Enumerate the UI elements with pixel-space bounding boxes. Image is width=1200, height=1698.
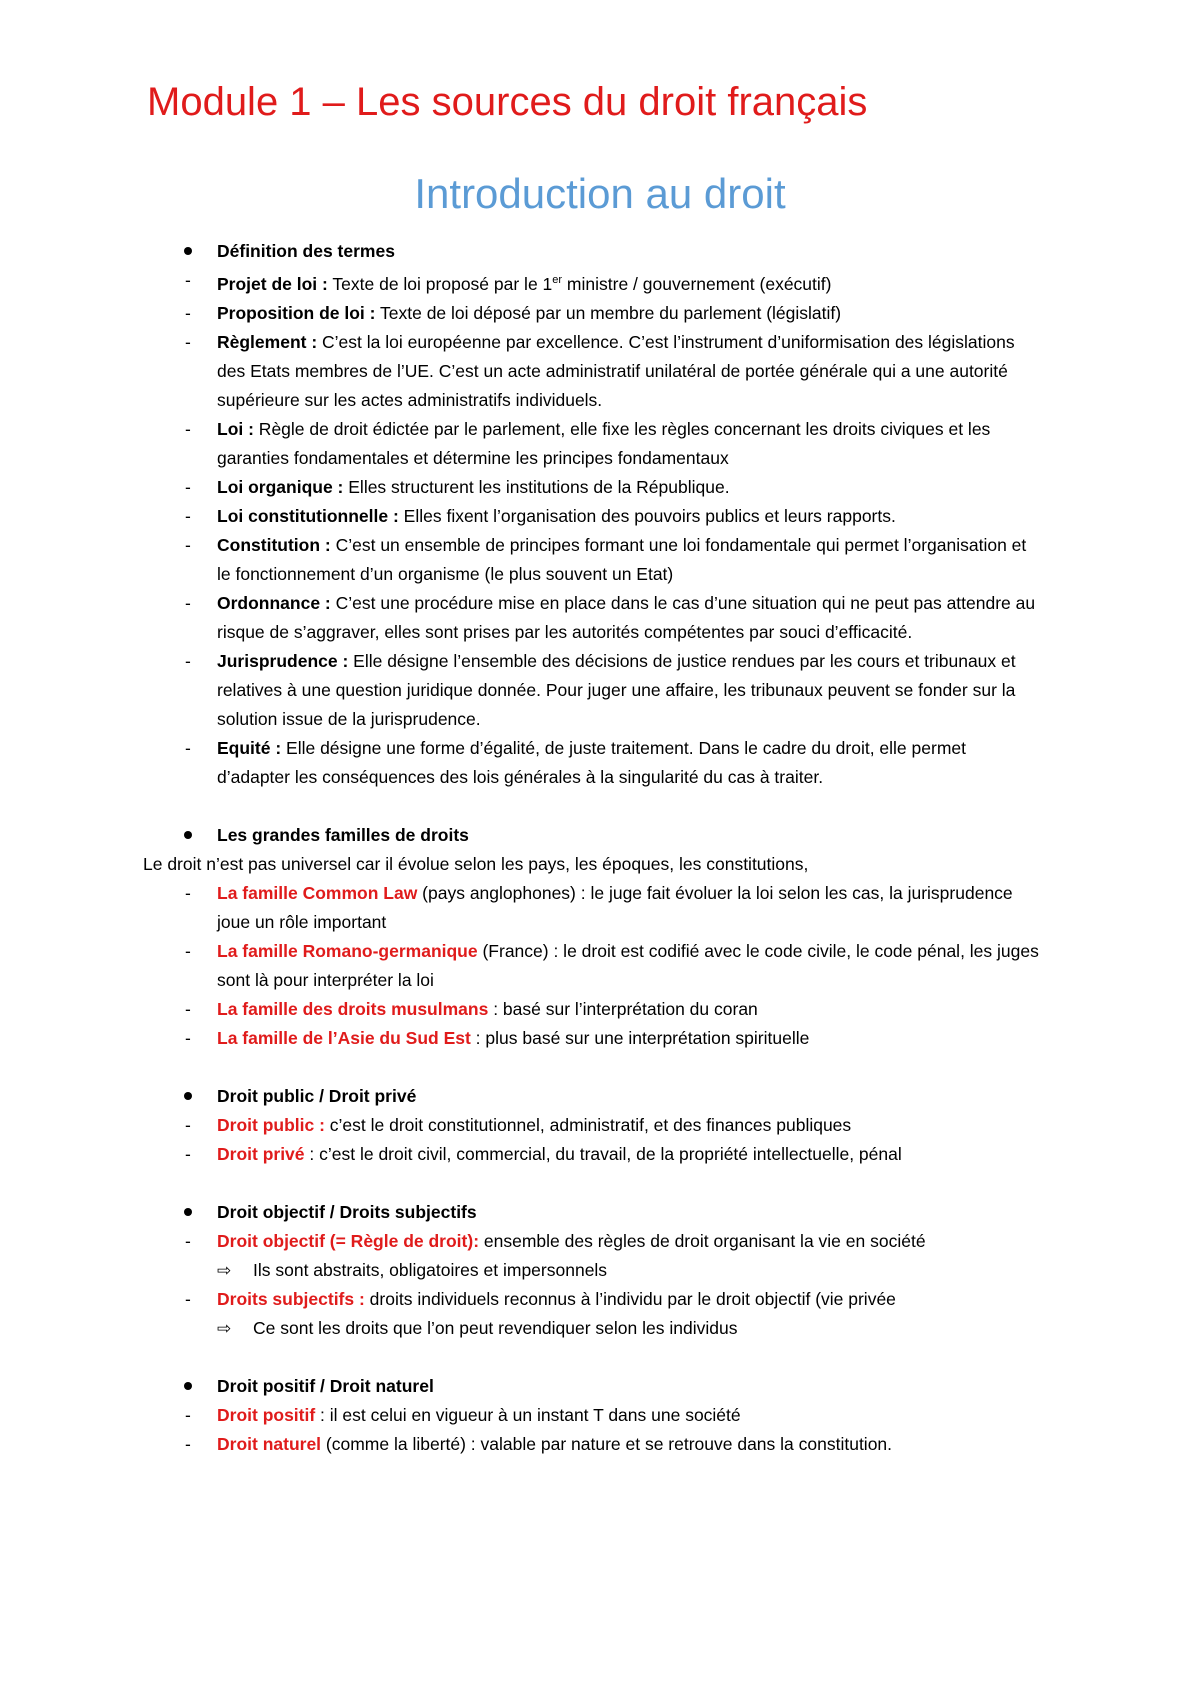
term-text: : basé sur l’interprétation du coran xyxy=(488,998,758,1019)
term-text: ministre / gouvernement (exécutif) xyxy=(562,273,832,294)
dash-marker: - xyxy=(185,1027,191,1048)
term-text: Règle de droit édictée par le parlement, elle fixe les règles concernant les droits civiques et les garanties fondamentales et détermine les principes fondamentaux xyxy=(217,418,991,468)
section-gap xyxy=(0,792,1200,821)
list-item xyxy=(0,995,1200,1024)
term-label: La famille de l’Asie du Sud Est xyxy=(217,1027,471,1048)
list-item xyxy=(0,589,1200,647)
section-gap xyxy=(0,1169,1200,1198)
list-item xyxy=(0,1285,1200,1314)
term-label: Droits subjectifs : xyxy=(217,1288,365,1309)
term-text: Texte de loi déposé par un membre du parlement (législatif) xyxy=(375,302,842,323)
term-text: Elle désigne une forme d’égalité, de juste traitement. Dans le cadre du droit, elle permet d’adapter les conséquences des lois générales à la singularité du cas à traiter. xyxy=(217,737,966,787)
bullet-dot-icon xyxy=(184,1382,192,1390)
term-text: C’est une procédure mise en place dans le cas d’une situation qui ne peut pas attendre au risque de s’aggraver, elles sont prises par les autorités compétentes par souci d’efficacité. xyxy=(217,592,1036,642)
list-item xyxy=(0,1227,1200,1256)
list-item xyxy=(0,647,1200,734)
dash-marker: - xyxy=(185,534,191,555)
dash-marker: - xyxy=(185,592,191,613)
dash-marker: - xyxy=(185,1288,191,1309)
term-label: Jurisprudence : xyxy=(217,650,349,671)
term-label: Règlement : xyxy=(217,331,318,352)
term-text: (France) : le droit est codifié avec le code civile, le code pénal, les juges sont là pour interpréter la loi xyxy=(217,940,1039,990)
section-gap xyxy=(0,1053,1200,1082)
term-label: La famille Common Law xyxy=(217,882,418,903)
public-prive-section xyxy=(0,1082,1200,1169)
list-item xyxy=(0,473,1200,502)
dash-marker: - xyxy=(185,650,191,671)
term-text: (pays anglophones) : le juge fait évoluer la loi selon les cas, la jurisprudence joue un rôle important xyxy=(217,882,1013,932)
list-item xyxy=(0,734,1200,792)
term-text: Elles fixent l’organisation des pouvoirs publics et leurs rapports. xyxy=(398,505,896,526)
term-text: C’est la loi européenne par excellence. C’est l’instrument d’uniformisation des législations des Etats membres de l’UE. C’est un acte administratif unilatéral de portée générale qui a une autorité supérieure sur les actes administratifs individuels. xyxy=(217,331,1015,410)
term-text: : plus basé sur une interprétation spirituelle xyxy=(470,1027,810,1048)
positif-naturel-heading: Droit positif / Droit naturel xyxy=(0,1372,1200,1401)
term-label: Constitution : xyxy=(217,534,331,555)
dash-marker: - xyxy=(185,940,191,961)
definitions-section xyxy=(0,237,1200,792)
objectif-subjectif-list-2 xyxy=(0,1285,1200,1314)
dash-marker: - xyxy=(185,882,191,903)
list-item xyxy=(0,266,1200,299)
term-label: Droit positif xyxy=(217,1404,316,1425)
list-item xyxy=(0,1111,1200,1140)
definitions-heading: Définition des termes xyxy=(0,237,1200,266)
dash-marker: - xyxy=(185,1143,191,1164)
dash-marker: - xyxy=(185,331,191,352)
list-item xyxy=(0,531,1200,589)
list-item xyxy=(0,1140,1200,1169)
dash-marker: - xyxy=(185,418,191,439)
term-text: (comme la liberté) : valable par nature et se retrouve dans la constitution. xyxy=(321,1433,893,1454)
section-title: Introduction au droit xyxy=(414,170,786,217)
term-text: Elles structurent les institutions de la République. xyxy=(343,476,730,497)
document-body xyxy=(0,237,1200,1459)
list-item xyxy=(0,879,1200,937)
term-label: Droit naturel xyxy=(217,1433,322,1454)
list-item xyxy=(0,502,1200,531)
dash-marker: - xyxy=(185,1114,191,1135)
term-label: Loi constitutionnelle : xyxy=(217,505,399,526)
superscript: er xyxy=(552,274,563,286)
term-text: C’est un ensemble de principes formant une loi fondamentale qui permet l’organisation et le fonctionnement d’un organisme (le plus souvent un Etat) xyxy=(217,534,1027,584)
list-item xyxy=(0,1401,1200,1430)
term-label: Ordonnance : xyxy=(217,592,331,613)
arrow-sub-item: ⇨ Ils sont abstraits, obligatoires et impersonnels xyxy=(0,1256,1200,1285)
list-item xyxy=(0,937,1200,995)
public-prive-list xyxy=(0,1111,1200,1169)
families-section xyxy=(0,821,1200,1053)
hollow-right-arrow-icon: ⇨ xyxy=(217,1260,232,1280)
term-text: droits individuels reconnus à l’individu par le droit objectif (vie privée xyxy=(364,1288,896,1309)
term-label: Equité : xyxy=(217,737,282,758)
term-label: Droit objectif (= Règle de droit): xyxy=(217,1230,480,1251)
positif-naturel-list xyxy=(0,1401,1200,1459)
objectif-subjectif-list xyxy=(0,1227,1200,1256)
dash-marker: - xyxy=(185,998,191,1019)
term-label: Droit public : xyxy=(217,1114,325,1135)
section-gap xyxy=(0,1343,1200,1372)
public-prive-heading: Droit public / Droit privé xyxy=(0,1082,1200,1111)
term-text: Texte de loi proposé par le 1 xyxy=(327,273,553,294)
list-item xyxy=(0,299,1200,328)
dash-marker: - xyxy=(185,505,191,526)
term-label: Projet de loi : xyxy=(217,273,328,294)
families-intro: Le droit n’est pas universel car il évolue selon les pays, les époques, les constitutions, xyxy=(143,853,809,874)
term-label: Loi organique : xyxy=(217,476,344,497)
term-text: Elle désigne l’ensemble des décisions de justice rendues par les cours et tribunaux et relatives à une question juridique donnée. Pour juger une affaire, les tribunaux peuvent se fonder sur la solution issue de la jurisprudence. xyxy=(217,650,1016,729)
arrow-sub-item: ⇨ Ce sont les droits que l’on peut revendiquer selon les individus xyxy=(0,1314,1200,1343)
bullet-dot-icon xyxy=(184,1208,192,1216)
bullet-dot-icon xyxy=(184,1092,192,1100)
term-text: ensemble des règles de droit organisant la vie en société xyxy=(479,1230,926,1251)
term-text: : il est celui en vigueur à un instant T dans une société xyxy=(315,1404,741,1425)
dash-marker: - xyxy=(185,737,191,758)
dash-marker: - xyxy=(185,1433,191,1454)
dash-marker: - xyxy=(185,1404,191,1425)
dash-marker: - xyxy=(185,1230,191,1251)
dash-marker: - xyxy=(185,270,191,290)
families-heading: Les grandes familles de droits xyxy=(0,821,1200,850)
dash-marker: - xyxy=(185,302,191,323)
positif-naturel-section xyxy=(0,1372,1200,1459)
module-title: Module 1 – Les sources du droit français xyxy=(147,80,868,124)
term-text: : c’est le droit civil, commercial, du travail, de la propriété intellectuelle, pénal xyxy=(304,1143,902,1164)
hollow-right-arrow-icon: ⇨ xyxy=(217,1318,232,1338)
objectif-subjectif-section xyxy=(0,1198,1200,1343)
families-list xyxy=(0,879,1200,1053)
term-label: Proposition de loi : xyxy=(217,302,376,323)
bullet-dot-icon xyxy=(184,831,192,839)
bullet-dot-icon xyxy=(184,247,192,255)
term-label: Loi : xyxy=(217,418,254,439)
list-item xyxy=(0,1430,1200,1459)
term-text: c’est le droit constitutionnel, administratif, et des finances publiques xyxy=(324,1114,852,1135)
dash-marker: - xyxy=(185,476,191,497)
list-item xyxy=(0,328,1200,415)
term-label: La famille Romano-germanique xyxy=(217,940,478,961)
term-label: Droit privé xyxy=(217,1143,305,1164)
list-item xyxy=(0,415,1200,473)
definitions-list xyxy=(0,266,1200,792)
objectif-subjectif-heading: Droit objectif / Droits subjectifs xyxy=(0,1198,1200,1227)
term-label: La famille des droits musulmans xyxy=(217,998,489,1019)
list-item xyxy=(0,1024,1200,1053)
